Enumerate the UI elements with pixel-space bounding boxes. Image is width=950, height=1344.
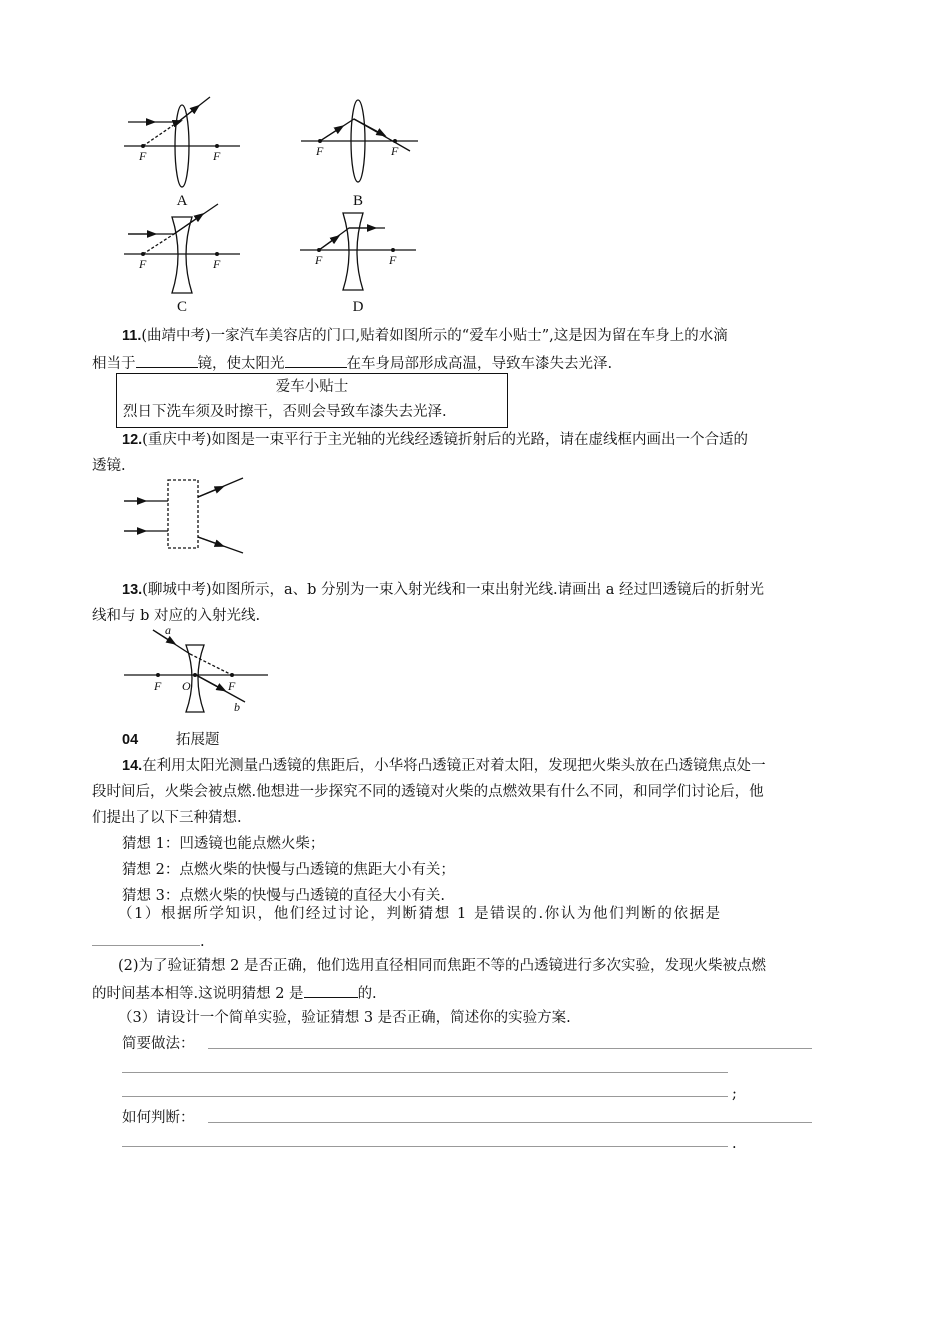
focus-label: F	[315, 253, 323, 267]
guess-2: 猜想 2：点燃火柴的快慢与凸透镜的焦距大小有关；	[122, 862, 455, 878]
method-answer-line[interactable]	[208, 1048, 812, 1049]
option-label-a: A	[176, 193, 188, 209]
q11-text: (曲靖中考)一家汽车美容店的门口,贴着如图所示的“爱车小贴士”,这是因为留在车身上的水滴	[141, 328, 728, 344]
judge-answer-line[interactable]	[208, 1122, 812, 1123]
guess-3: 猜想 3：点燃火柴的快慢与凸透镜的直径大小有关.	[122, 888, 445, 904]
q14-number: 14.	[122, 758, 143, 774]
judge-answer-line[interactable]	[122, 1146, 728, 1147]
tip-title: 爱车小贴士	[275, 379, 349, 395]
focus-label: F	[316, 144, 324, 158]
q11-text: 相当于	[92, 356, 136, 372]
focus-label: F	[154, 679, 162, 693]
q12-text: (重庆中考)如图是一束平行于主光轴的光线经透镜折射后的光路，请在虚线框内画出一个合适的	[142, 432, 748, 448]
q11-text: 镜，使太阳光	[197, 356, 285, 372]
period: .	[732, 1136, 737, 1152]
q12-number: 12.	[122, 432, 143, 448]
focus-label: F	[213, 149, 221, 163]
focus-label: F	[213, 257, 221, 271]
section-number	[122, 730, 138, 750]
judge-label: 如何判断：	[122, 1110, 195, 1126]
section-title: 拓展题	[176, 732, 220, 748]
answer-blank[interactable]	[92, 930, 200, 946]
q14-part2-line1: (2)为了验证猜想 2 是否正确，他们选用直径相同而焦距不等的凸透镜进行多次实验，发现火柴被点燃	[118, 958, 766, 974]
q13-number: 13.	[122, 582, 143, 598]
semicolon: ;	[732, 1086, 737, 1102]
q13-text: (聊城中考)如图所示，a、b 分别为一束入射光线和一束出射光线.请画出 a 经过凹透镜后的折射光	[142, 582, 764, 598]
q14-part1-answer	[92, 930, 205, 952]
period: .	[200, 934, 205, 950]
q11-number: 11.	[122, 328, 142, 344]
method-answer-line[interactable]	[122, 1096, 728, 1097]
focus-label: F	[389, 253, 397, 267]
q14-part2-line2	[92, 982, 377, 1004]
focus-label: F	[139, 149, 147, 163]
q14-text: 的.	[357, 986, 377, 1002]
method-answer-line[interactable]	[122, 1072, 728, 1073]
focus-label: F	[139, 257, 147, 271]
option-label-d: D	[352, 299, 364, 315]
method-label: 简要做法：	[122, 1036, 195, 1052]
ray-a-label: a	[165, 623, 171, 637]
section-num: 04	[122, 732, 139, 748]
q14-line3: 们提出了以下三种猜想.	[92, 810, 242, 826]
q11-text: 在车身局部形成高温，导致车漆失去光泽.	[346, 356, 613, 372]
guess-1: 猜想 1：凹透镜也能点燃火柴；	[122, 836, 325, 852]
q14-text: 的时间基本相等.这说明猜想 2 是	[92, 986, 304, 1002]
q14-line1	[122, 756, 766, 776]
q13-line2: 线和与 b 对应的入射光线.	[92, 608, 261, 624]
option-label-b: B	[352, 193, 364, 209]
q14-part1: （1）根据所学知识，他们经过讨论，判断猜想 1 是错误的.你认为他们判断的依据是	[118, 906, 722, 922]
focus-label: F	[391, 144, 399, 158]
q14-line2: 段时间后，火柴会被点燃.他想进一步探究不同的透镜对火柴的点燃效果有什么不同，和同学们讨论后，他	[92, 784, 764, 800]
q12-line2: 透镜.	[92, 458, 126, 474]
answer-blank[interactable]	[304, 982, 358, 998]
optical-center-label: O	[182, 679, 191, 693]
focus-label: F	[228, 679, 236, 693]
tip-text: 烈日下洗车须及时擦干，否则会导致车漆失去光泽.	[123, 404, 447, 420]
q14-part3: （3）请设计一个简单实验，验证猜想 3 是否正确，简述你的实验方案.	[118, 1010, 571, 1026]
q14-text: 在利用太阳光测量凸透镜的焦距后，小华将凸透镜正对着太阳，发现把火柴头放在凸透镜焦点处一	[142, 758, 766, 774]
ray-b-label: b	[234, 700, 240, 714]
option-label-c: C	[176, 299, 188, 315]
